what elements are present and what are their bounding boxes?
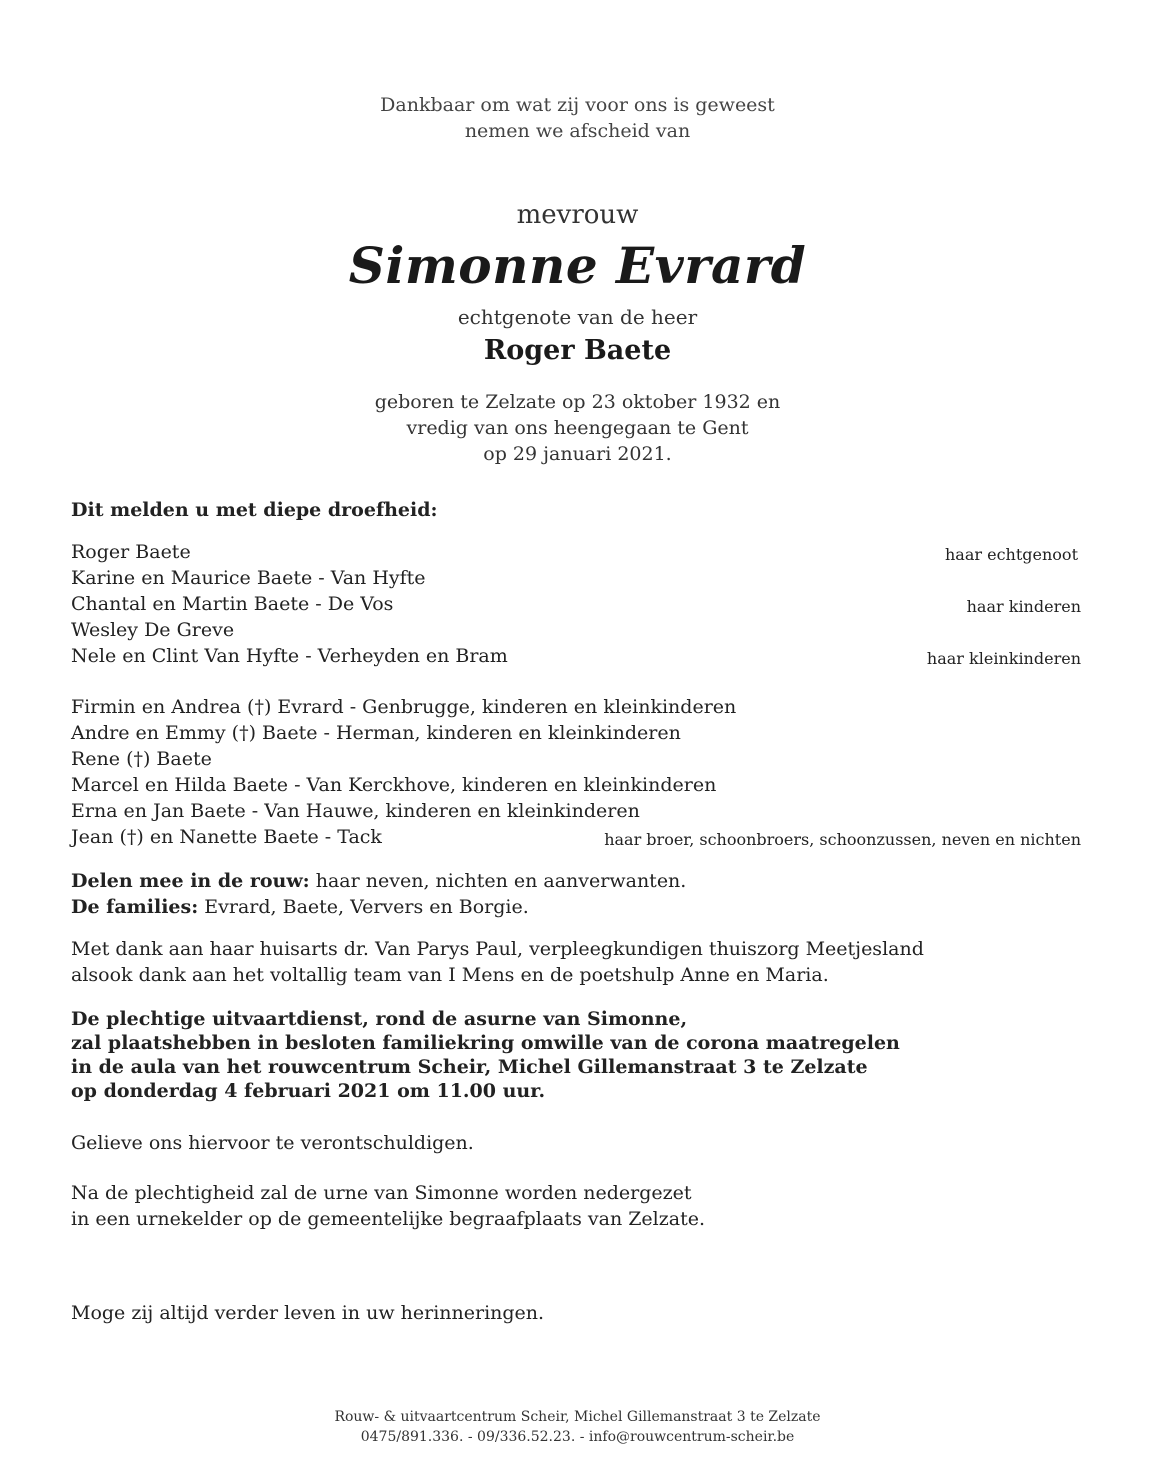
thanks-line-2: alsook dank aan het voltallig team van I Mens en de poetshulp Anne en Maria. bbox=[71, 964, 829, 986]
family-member: Marcel en Hilda Baete - Van Kerckhove, kinderen en kleinkinderen bbox=[71, 774, 717, 796]
ceremony-line-4: op donderdag 4 februari 2021 om 11.00 uur. bbox=[71, 1080, 546, 1102]
spouse-name: Roger Baete bbox=[483, 335, 672, 366]
family-member: Rene (†) Baete bbox=[71, 748, 212, 770]
ceremony-line-1: De plechtige uitvaartdienst, rond de asurne van Simonne, bbox=[71, 1008, 688, 1030]
mourning-text-2: Evrard, Baete, Ververs en Borgie. bbox=[198, 896, 529, 918]
family-member: Roger Baete bbox=[71, 541, 191, 563]
family-member: Nele en Clint Van Hyfte - Verheyden en Bram bbox=[71, 645, 508, 667]
birth-line-2: vredig van ons heengegaan te Gent bbox=[406, 417, 749, 439]
family-member: Jean (†) en Nanette Baete - Tack bbox=[71, 826, 382, 848]
birth-line-3: op 29 januari 2021. bbox=[483, 443, 672, 465]
urn-line-2: in een urnekelder op de gemeentelijke begraafplaats van Zelzate. bbox=[71, 1208, 706, 1230]
mourning-line-1 bbox=[71, 870, 686, 892]
mourning-label-2: De families: bbox=[71, 896, 199, 918]
family-member: Firmin en Andrea (†) Evrard - Genbrugge, kinderen en kleinkinderen bbox=[71, 696, 737, 718]
footer-line-1: Rouw- & uitvaartcentrum Scheir, Michel Gillemanstraat 3 te Zelzate bbox=[334, 1409, 821, 1425]
excuse-text: Gelieve ons hiervoor te verontschuldigen. bbox=[71, 1132, 474, 1154]
family-relation: haar kinderen bbox=[966, 597, 1081, 616]
announcement-heading: Dit melden u met diepe droefheid: bbox=[71, 499, 438, 521]
mourning-line-2 bbox=[71, 896, 529, 918]
ceremony-line-2: zal plaatshebben in besloten familiekring omwille van de corona maatregelen bbox=[71, 1032, 900, 1054]
urn-line-1: Na de plechtigheid zal de urne van Simonne worden nedergezet bbox=[71, 1182, 692, 1204]
family-member: Chantal en Martin Baete - De Vos bbox=[71, 593, 394, 615]
closing-text: Moge zij altijd verder leven in uw herinneringen. bbox=[71, 1302, 545, 1324]
spouse-intro: echtgenote van de heer bbox=[457, 305, 698, 329]
family-member: Karine en Maurice Baete - Van Hyfte bbox=[71, 567, 426, 589]
footer-line-2: 0475/891.336. - 09/336.52.23. - info@rouwcentrum-scheir.be bbox=[360, 1429, 795, 1445]
birth-line-1: geboren te Zelzate op 23 oktober 1932 en bbox=[374, 391, 781, 413]
family-member: Erna en Jan Baete - Van Hauwe, kinderen en kleinkinderen bbox=[71, 800, 640, 822]
family-member: Wesley De Greve bbox=[71, 619, 235, 641]
intro-line-2: nemen we afscheid van bbox=[464, 120, 691, 142]
ceremony-line-3: in de aula van het rouwcentrum Scheir, Michel Gillemanstraat 3 te Zelzate bbox=[71, 1056, 868, 1078]
intro-line-1: Dankbaar om wat zij voor ons is geweest bbox=[380, 94, 775, 116]
family-relation: haar broer, schoonbroers, schoonzussen, neven en nichten bbox=[604, 830, 1081, 849]
birth-info bbox=[0, 389, 1155, 467]
thanks-line-1: Met dank aan haar huisarts dr. Van Parys Paul, verpleegkundigen thuiszorg Meetjesland bbox=[71, 938, 924, 960]
family-relation: haar kleinkinderen bbox=[926, 649, 1081, 668]
deceased-name: Simonne Evrard bbox=[348, 236, 807, 295]
family-relation: haar echtgenoot bbox=[945, 545, 1078, 564]
intro-text bbox=[0, 92, 1155, 144]
footer bbox=[0, 1407, 1155, 1447]
deceased-title: mevrouw bbox=[516, 200, 639, 230]
mourning-text-1: haar neven, nichten en aanverwanten. bbox=[309, 870, 687, 892]
family-member: Andre en Emmy (†) Baete - Herman, kinderen en kleinkinderen bbox=[71, 722, 681, 744]
mourning-label-1: Delen mee in de rouw: bbox=[71, 870, 310, 892]
